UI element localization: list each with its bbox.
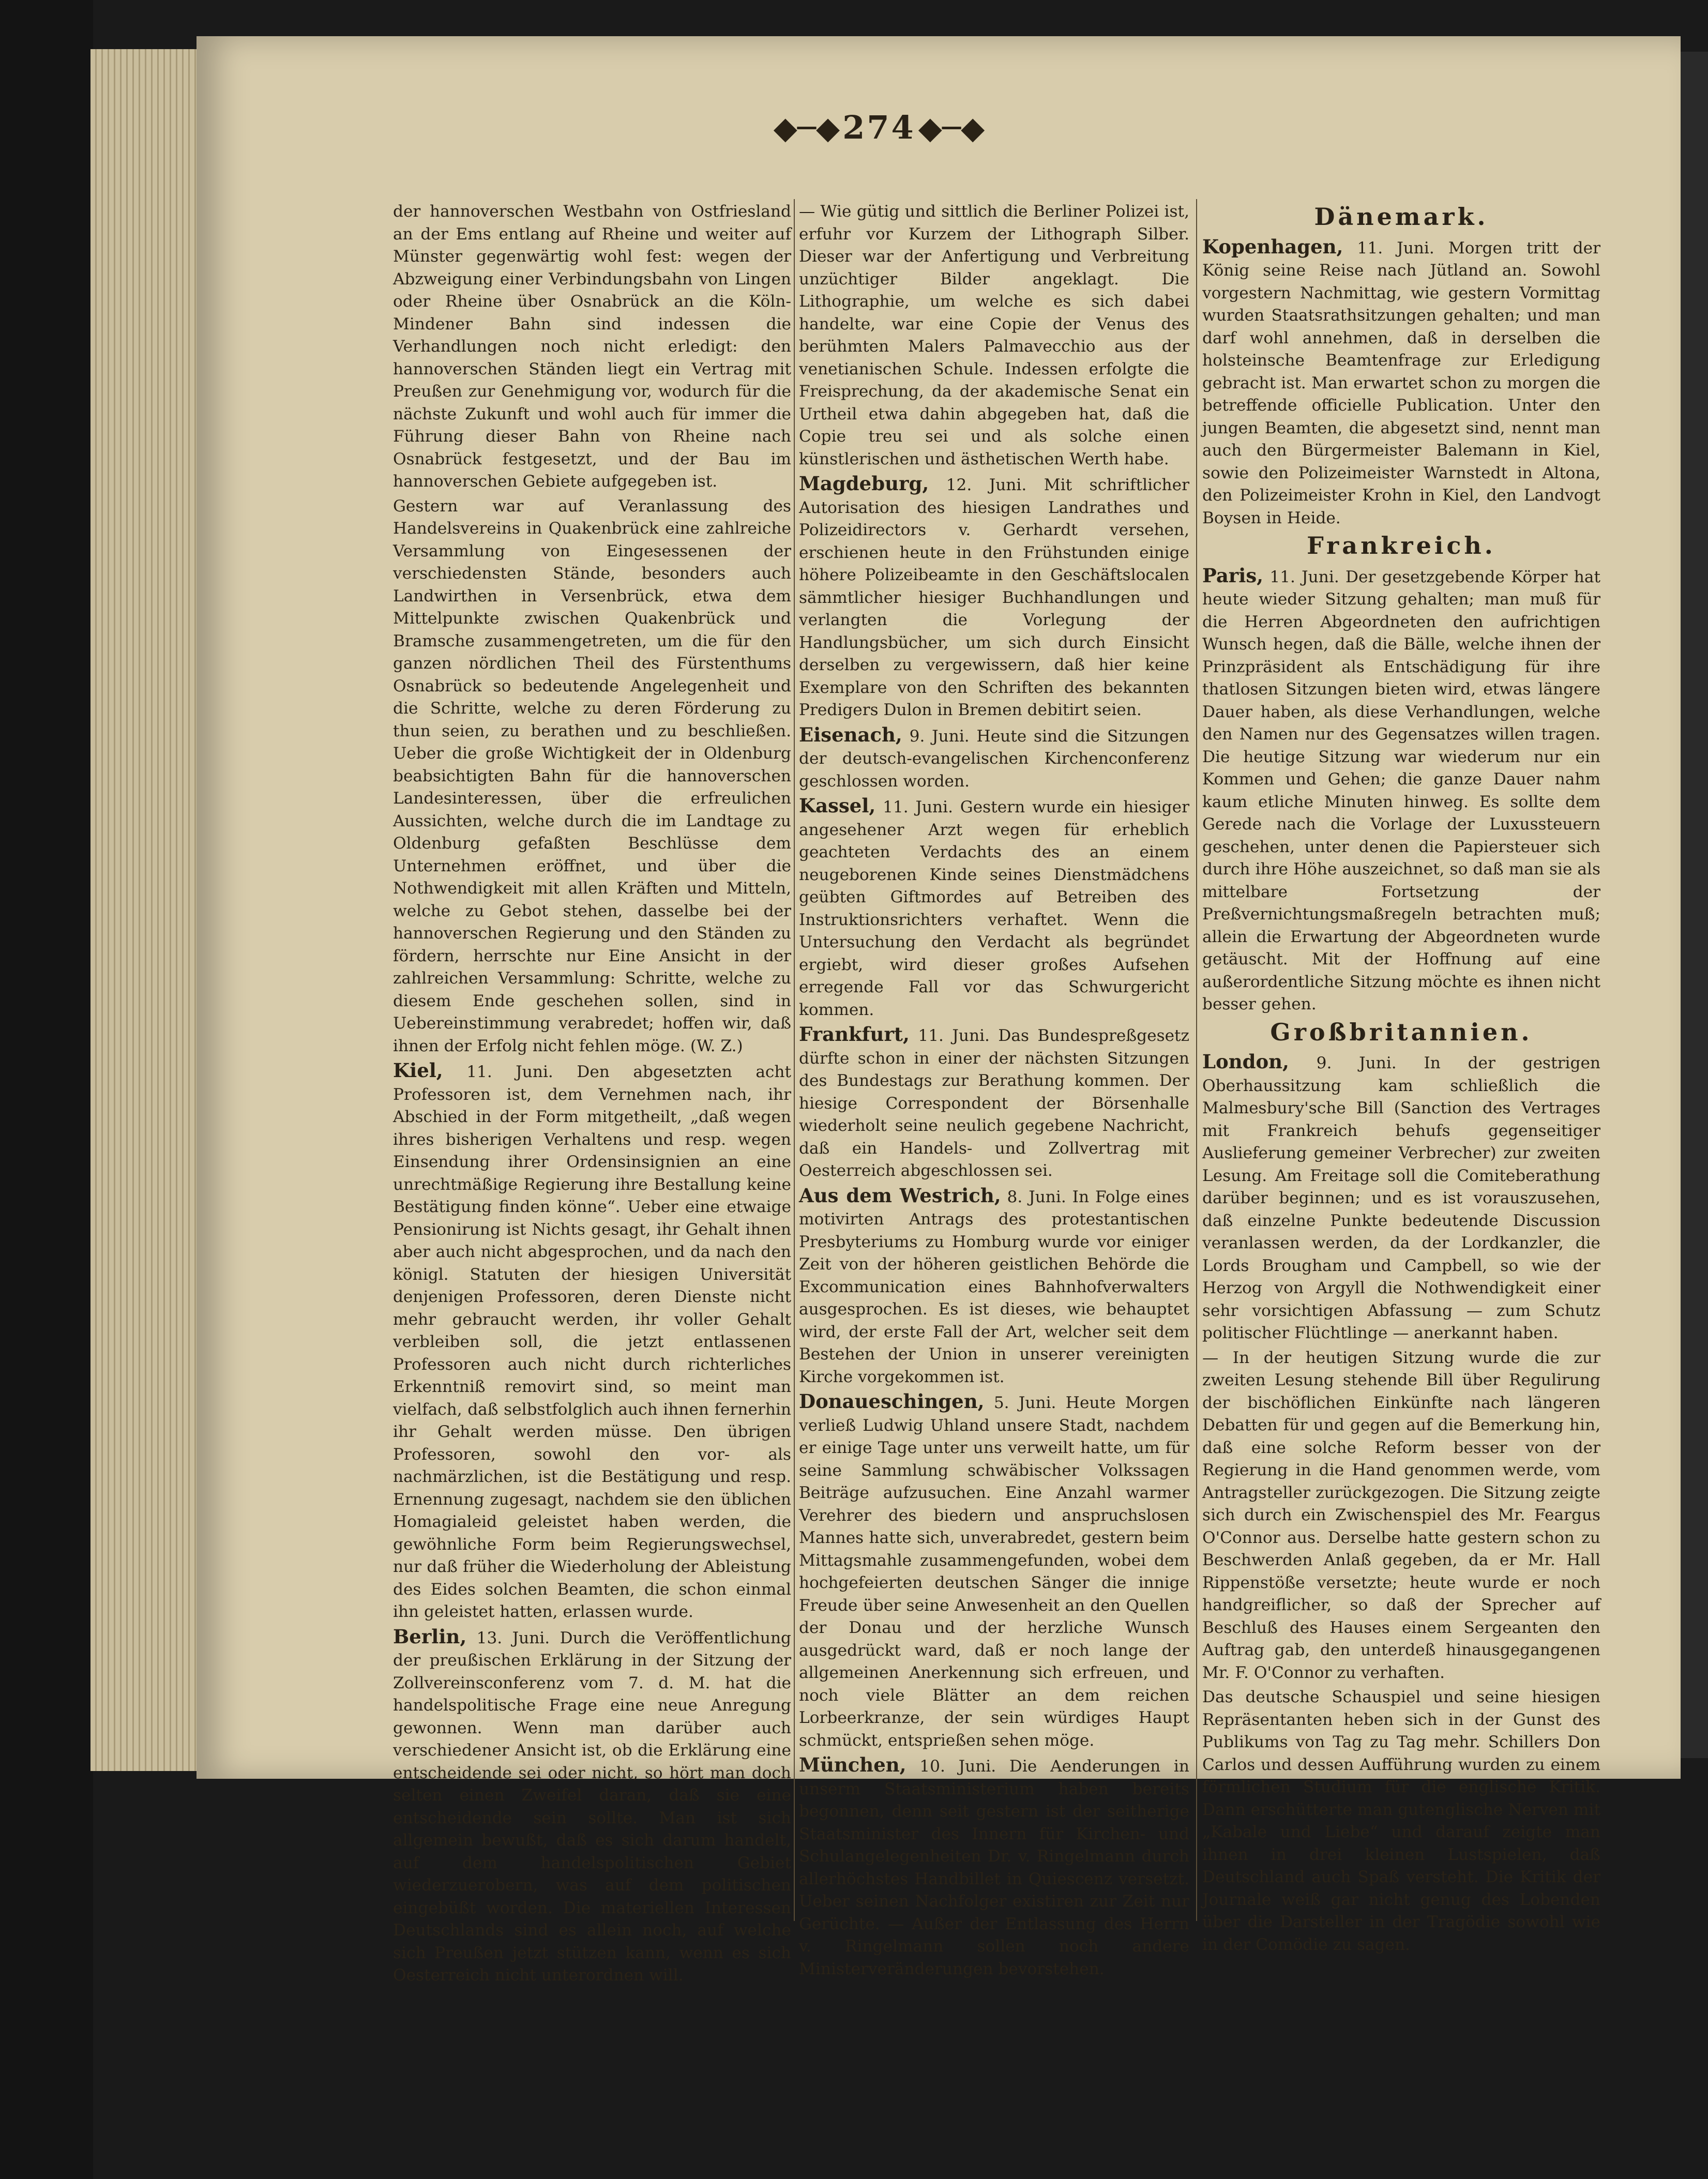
article-text: Gestern war auf Veranlassung des Handelsvereins in Quakenbrück eine zahlreiche Versammlung von Eingesessenen der verschiedensten Stände, besonders auch Landwirthen in Versenbrück, etwa dem Mittelpunkte zwischen Quakenbrück und Bramsche zusammengetreten, um die für den ganzen nördlichen Theil des Fürstenthums Osnabrück so bedeutende Angelegenheit und die Schritte, welche zu deren Förderung zu thun seien, zu berathen und zu beschließen. Ueber die große Wichtigkeit der in Oldenburg beabsichtigten Bahn für die hannoverschen Landesinteressen, über die erfreulichen Aussichten, welche durch die im Landtage zu Oldenburg gefaßten Beschlüsse dem Unternehmen eröffnet, und über die Nothwendigkeit mit allen Kräften und Mitteln, welche zu Gebot stehen, dasselbe bei der hannoverschen Regierung und den Ständen zu fördern, herrschte nur Eine Ansicht in der zahlreichen Versammlung: Schritte, welche zu diesem Ende geschehen sollen, sind in Uebereinstimmung verabredet; hoffen wir, daß ihnen der Erfolg nicht fehlen möge. (W. Z.) (393, 496, 791, 1055)
article-paragraph (1202, 1051, 1600, 1345)
page-number: 274 (842, 109, 916, 146)
column-rule (794, 199, 795, 1921)
article-paragraph (799, 1754, 1189, 1980)
section-heading: Frankreich. (1307, 532, 1496, 559)
article-text: 5. Juni. Heute Morgen verließ Ludwig Uhland unsere Stadt, nachdem er einige Tage unter uns verweilt hatte, um für seine Sammlung schwäbischer Volkssagen Beiträge aufzusuchen. Eine Anzahl warmer Verehrer des biedern und anspruchslosen Mannes hatte sich, unverabredet, gestern beim Mittagsmahle zusammengefunden, wobei dem hochgefeierten deutschen Sänger die innige Freude über seine Anwesenheit an den Quellen der Donau und der herzliche Wunsch ausgedrückt ward, daß er noch lange der allgemeinen Anerkennung sich erfreuen, und noch viele Blätter an dem reichen Lorbeerkranze, der sein würdiges Haupt schmückt, entsprießen sehen möge. (799, 1394, 1189, 1750)
article-paragraph (799, 201, 1189, 471)
article-paragraph (799, 473, 1189, 722)
article-text: 8. Juni. In Folge eines motivirten Antrags des protestantischen Presbyteriums zu Homburg wurde vor einiger Zeit von der höheren geistlichen Behörde die Excommunication eines Bahnhofverwalters ausgesprochen. Es ist dieses, wie behauptet wird, der erste Fall der Art, welcher seit dem Bestehen der Union in unserer vereinigten Kirche vorgekommen ist. (799, 1187, 1189, 1386)
article-text: 11. Juni. Gestern wurde ein hiesiger angesehener Arzt wegen für erheblich geachteten Verdachts des an einem neugeborenen Kinde seines Dienstmädchens geübten Giftmordes auf Betreiben des Instruktionsrichters verhaftet. Wenn die Untersuchung den Verdacht als begründet ergiebt, wird dieser großes Aufsehen erregende Fall vor das Schwurgericht kommen. (799, 798, 1189, 1019)
article-text: 11. Juni. Den abgesetzten acht Professoren ist, dem Vernehmen nach, ihr Abschied in der Form mitgetheilt, „daß wegen ihres bisherigen Verhaltens und resp. wegen Einsendung ihrer Ordensinsignien an eine unrechtmäßige Regierung ihre Bestallung keine Bestätigung finden könne“. Ueber eine etwaige Pensionirung ist Nichts gesagt, ihr Gehalt ihnen aber auch nicht abgesprochen, und da nach den königl. Statuten der hiesigen Universität denjenigen Professoren, deren Dienste nicht mehr gebraucht werden, ihr voller Gehalt verbleiben soll, die jetzt entlassenen Professoren auch nicht durch richterliches Erkenntniß removirt sind, so meint man vielfach, daß selbstfolglich auch ihnen fernerhin ihr Gehalt werden müsse. Den übrigen Professoren, sowohl den vor- als nachmärzlichen, ist die Bestätigung und resp. Ernennung zugesagt, nachdem sie den üblichen Homagialeid geleistet haben werden, die gewöhnliche Form beim Regierungswechsel, nur daß früher die Wiederholung der Ableistung des Eides solchen Beamten, die schon einmal ihn geleistet hatten, erlassen wurde. (393, 1063, 791, 1621)
article-paragraph (799, 1023, 1189, 1183)
page-edges (90, 49, 209, 1771)
article-text: 13. Juni. Durch die Veröffentlichung der preußischen Erklärung in der Sitzung der Zollvereinsconferenz vom 7. d. M. hat die handelspolitische Frage eine neue Anregung gewonnen. Wenn man darüber auch verschiedener Ansicht ist, ob die Erklärung eine entscheidende sei oder nicht, so hört man doch selten einen Zweifel daran, daß sie eine entscheidende sein sollte. Man ist sich allgemein bewußt, daß es sich darum handelt, auf dem handelspolitischen Gebiet wiederzuerobern, was auf dem politischen eingebüßt worden. Die materiellen Interessen Deutschlands sind es allein noch, auf welche sich Preußen jetzt stützen kann, wenn es sich Oesterreich nicht unterordnen will. (393, 1628, 791, 1985)
dateline: Kiel, (393, 1059, 443, 1082)
article-paragraph (1202, 1686, 1600, 1956)
column-right (1202, 201, 1600, 1958)
article-paragraph (393, 495, 791, 1058)
section-heading: Dänemark. (1314, 203, 1489, 231)
article-paragraph (799, 1390, 1189, 1752)
article-text: 11. Juni. Morgen tritt der König seine Reise nach Jütland an. Sowohl vorgestern Nachmittag, wie gestern Vormittag wurden Staatsrathsitzungen gehalten; und man darf wohl annehmen, daß in derselben die holsteinsche Beamtenfrage zur Erledigung gebracht ist. Man erwartet schon zu morgen die betreffende officielle Publication. Unter den jungen Beamten, die abgesetzt sind, nennt man auch den Bürgermeister Balemann in Kiel, sowie den Polizeimeister Warnstedt in Altona, den Polizeimeister Krohn in Kiel, den Landvogt Boysen in Heide. (1202, 238, 1600, 527)
article-paragraph (799, 724, 1189, 793)
article-text: 10. Juni. Die Aenderungen in unserm Staatsministerium haben bereits begonnen, denn seit gestern ist der seitherige Staatsminister des Innern für Kirchen- und Schulangelegenheiten Dr. v. Ringelmann durch allerhöchstes Handbillet in Quiescenz versetzt. Ueber seinen Nachfolger existiren zur Zeit nur Gerüchte. — Außer der Entlassung des Herrn v. Ringelmann sollen noch andere Ministerveränderungen bevorstehen. (799, 1757, 1189, 1978)
article-text: 11. Juni. Das Bundespreßgesetz dürfte schon in einer der nächsten Sitzungen des Bundestags zur Berathung kommen. Der hiesige Correspondent der Börsenhalle wiederholt seine neulich gegebene Nachricht, daß ein Handels- und Zollvertrag mit Oesterreich abgeschlossen sei. (799, 1026, 1189, 1180)
dateline: Donaueschingen, (799, 1390, 985, 1413)
article-text: 9. Juni. In der gestrigen Oberhaussitzung kam schließlich die Malmesbury'sche Bill (Sanction des Vertrages mit Frankreich behufs gegenseitiger Auslieferung gemeiner Verbrecher) zur zweiten Lesung. Am Freitage soll die Comiteberathung darüber beginnen; und es ist vorauszusehen, daß einzelne Punkte bedeutende Discussion veranlassen werden, da der Lordkanzler, die Lords Brougham und Campbell, so wie der Herzog von Argyll die Nothwendigkeit einer sehr vorsichtigen Abfassung — zum Schutz politischer Flüchtlinge — anerkannt haben. (1202, 1054, 1600, 1342)
article-paragraph (1202, 1347, 1600, 1685)
article-text: 9. Juni. Heute sind die Sitzungen der deutsch-evangelischen Kirchenconferenz geschlossen worden. (799, 727, 1189, 791)
dateline: Frankfurt, (799, 1023, 910, 1046)
dateline: Berlin, (393, 1625, 467, 1648)
column-rule (1196, 199, 1197, 1921)
dateline: München, (799, 1753, 906, 1776)
article-paragraph (1202, 236, 1600, 530)
article-paragraph (1202, 565, 1600, 1016)
ornament-right-icon: ◆─◆ (918, 110, 985, 146)
section-heading: Großbritannien. (1270, 1018, 1533, 1046)
column-left (393, 201, 791, 1989)
article-paragraph (393, 201, 791, 493)
ornament-left-icon: ◆─◆ (773, 110, 840, 146)
background-edge (1678, 52, 1708, 1758)
article-text: Das deutsche Schauspiel und seine hiesigen Repräsentanten heben sich in der Gunst des Publikums von Tag zu Tag mehr. Schillers Don Carlos und dessen Aufführung wurden zu einem förmlichen Studium für die englische Kritik. Dann erschütterte man gutenglische Nerven mit „Kabale und Liebe“ und darauf zeigte man ihnen in drei kleinen Lustspielen, daß Deutschland auch Spaß versteht. Die Kritik der Journale weiß gar nicht genug des Lobenden über die Darsteller in der Tragödie sowohl wie in der Comödie zu sagen. (1202, 1688, 1600, 1954)
page-header (517, 109, 1241, 165)
article-text: 12. Juni. Mit schriftlicher Autorisation des hiesigen Landrathes und Polizeidirectors v. Gerhardt versehen, erschienen heute in den Frühstunden einige höhere Polizeibeamte in den Geschäftslocalen sämmtlicher hiesiger Buchhandlungen und verlangten die Vorlegung der Handlungsbücher, um sich durch Einsicht derselben zu vergewissern, daß hier keine Exemplare von den Schriften des bekannten Predigers Dulon in Bremen debitirt seien. (799, 476, 1189, 719)
dateline: Paris, (1202, 564, 1264, 587)
article-text: der hannoverschen Westbahn von Ostfriesland an der Ems entlang auf Rheine und weiter auf Münster gegenwärtig wohl fest: wegen der Abzweigung einer Verbindungsbahn von Lingen oder Rheine über Osnabrück an die Köln-Mindener Bahn sind indessen die Verhandlungen noch nicht erledigt: den hannoverschen Ständen liegt ein Vertrag mit Preußen zur Genehmigung vor, wodurch für die nächste Zukunft und wohl auch für immer die Führung dieser Bahn von Rheine nach Osnabrück festgesetzt, und der Bau im hannoverschen Gebiete aufgegeben ist. (393, 202, 791, 491)
dateline: Aus dem Westrich, (799, 1184, 1001, 1207)
dateline: London, (1202, 1050, 1289, 1073)
article-text: 11. Juni. Der gesetzgebende Körper hat heute wieder Sitzung gehalten; man muß für die Herren Abgeordneten den aufrichtigen Wunsch hegen, daß die Bälle, welche ihnen der Prinzpräsident als Entschädigung für ihre thatlosen Sitzungen bieten wird, etwas längere Dauer haben, als diese Verhandlungen, welche den Namen nur des Gegensatzes willen tragen. Die heutige Sitzung war wiederum nur ein Kommen und Gehen; die ganze Dauer nahm kaum etliche Minuten hinweg. Es sollte dem Gerede nach die Vorlage der Luxussteuern geschehen, unter denen die Papiersteuer sich durch ihre Höhe auszeichnet, so daß man sie als mittelbare Fortsetzung der Preßvernichtungsmaßregeln betrachten muß; allein die Erwartung der Abgeordneten wurde getäuscht. Mit der Hoffnung auf eine außerordentliche Sitzung möchte es ihnen nicht besser gehen. (1202, 567, 1600, 1013)
dateline: Kopenhagen, (1202, 235, 1343, 258)
column-middle (799, 201, 1189, 1983)
article-text: — In der heutigen Sitzung wurde die zur zweiten Lesung stehende Bill über Regulirung der bischöflichen Einkünfte nach längeren Debatten für und gegen auf die Bemerkung hin, daß eine solche Reform besser von der Regierung in die Hand genommen werde, vom Antragsteller zurückgezogen. Die Sitzung zeigte sich durch ein Zwischenspiel des Mr. Feargus O'Connor aus. Derselbe hatte gestern schon zu Beschwerden Anlaß gegeben, da er Mr. Hall Rippenstöße versetzte; heute wurde er noch handgreiflicher, so daß der Sprecher auf Beschluß des Hauses einem Sergeanten den Auftrag gab, den unterdeß hinausgegangenen Mr. F. O'Connor zu verhaften. (1202, 1348, 1600, 1682)
book-spine (0, 0, 93, 2179)
dateline: Kassel, (799, 794, 876, 817)
dateline: Magdeburg, (799, 472, 929, 495)
article-paragraph (393, 1626, 791, 1987)
dateline: Eisenach, (799, 723, 902, 746)
article-paragraph (799, 795, 1189, 1021)
article-paragraph (799, 1185, 1189, 1389)
article-text: — Wie gütig und sittlich die Berliner Polizei ist, erfuhr vor Kurzem der Lithograph Silber. Dieser war der Anfertigung und Verbreitung unzüchtiger Bilder angeklagt. Die Lithographie, um welche es sich dabei handelte, war eine Copie der Venus des berühmten Malers Palmavecchio aus der venetianischen Schule. Indessen erfolgte die Freisprechung, da der akademische Senat ein Urtheil etwa dahin abgegeben hat, daß die Copie treu sei und als solche einen künstlerischen und ästhetischen Werth habe. (799, 202, 1189, 468)
article-paragraph (393, 1060, 791, 1624)
